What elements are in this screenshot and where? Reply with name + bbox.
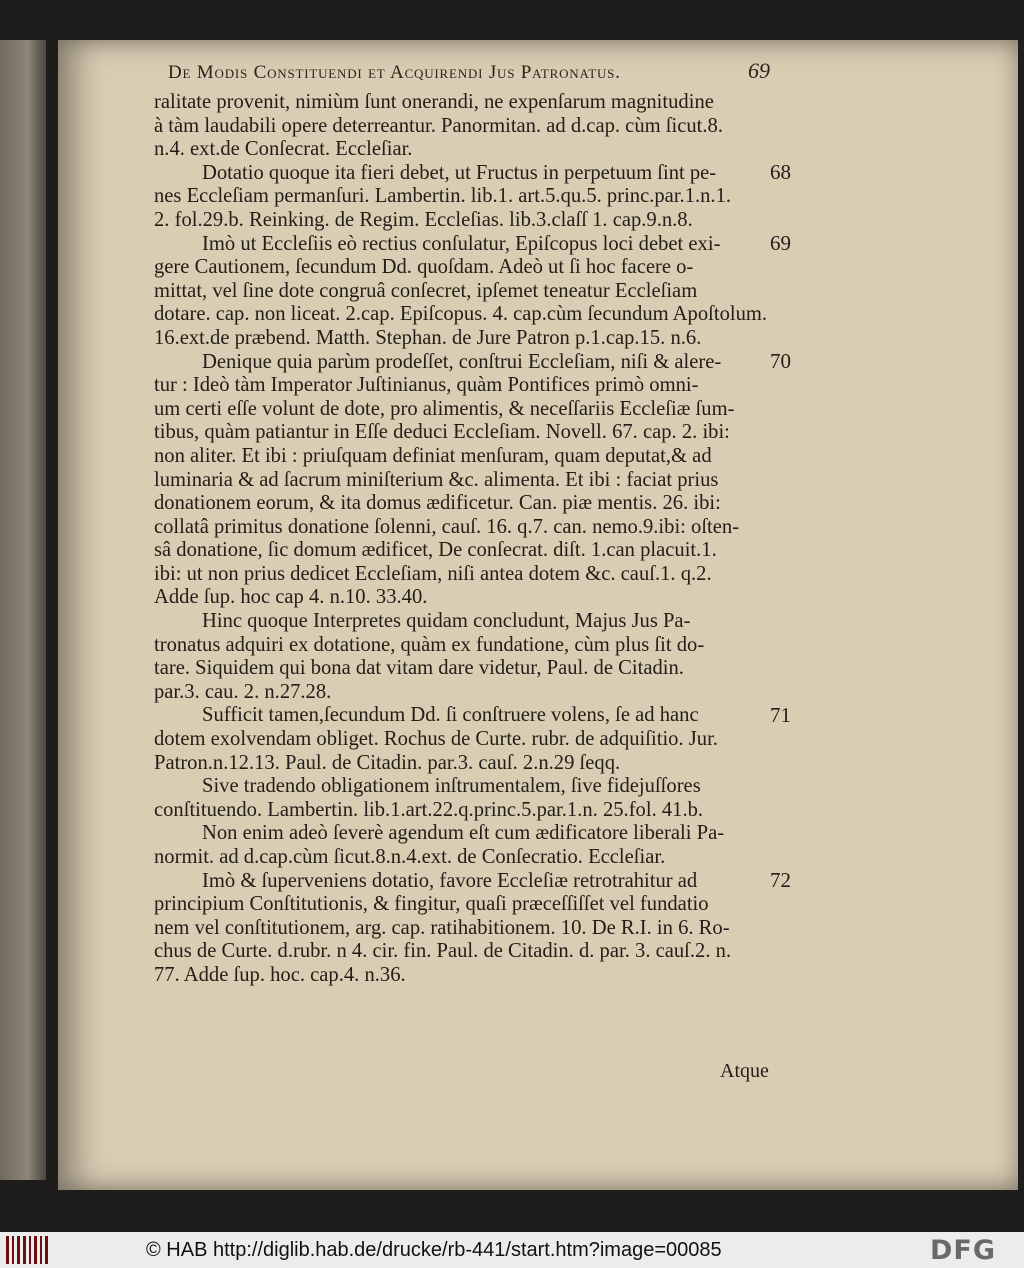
text-line: normit. ad d.cap.cùm ſicut.8.n.4.ext. de Conſecratio. Eccleſiar. bbox=[154, 846, 666, 868]
text-line: 16.ext.de præbend. Matth. Stephan. de Jure Patron p.1.cap.15. n.6. bbox=[154, 326, 702, 349]
text-line: Hinc quoque Interpretes quidam concludunt, Majus Jus Pa- bbox=[202, 610, 691, 633]
text-line: Imò ut Eccleſiis eò rectius conſulatur, Epiſcopus loci debet exi- bbox=[202, 232, 721, 255]
text-line: nem vel conſtitutionem, arg. cap. ratihabitionem. 10. De R.I. in 6. Ro- bbox=[154, 916, 730, 939]
text-line: Sufficit tamen,ſecundum Dd. ſi conſtruere volens, ſe ad hanc bbox=[202, 704, 699, 727]
text-line: sâ donatione, ſic domum ædificet, De conſecrat. diſt. 1.can placuit.1. bbox=[154, 539, 717, 562]
text-line: tibus, quàm patiantur in Eſſe deduci Eccleſiam. Novell. 67. cap. 2. ibi: bbox=[154, 421, 730, 444]
margin-paragraph-number: 71 bbox=[770, 702, 791, 727]
text-line: à tàm laudabili opere deterreantur. Panormitan. ad d.cap. cùm ſicut.8. bbox=[154, 114, 723, 137]
text-line: Non enim adeò ſeverè agendum eſt cum ædificatore liberali Pa- bbox=[202, 822, 725, 845]
text-line: mittat, vel ſine dote congruâ conſecret, ipſemet teneatur Eccleſiam bbox=[154, 279, 698, 302]
text-line: Adde ſup. hoc cap 4. n.10. 33.40. bbox=[154, 586, 428, 609]
text-line: Imò & ſuperveniens dotatio, favore Eccleſiæ retrotrahitur ad bbox=[202, 869, 698, 892]
text-line: donationem eorum, & ita domus ædificetur. Can. piæ mentis. 26. ibi: bbox=[154, 492, 721, 515]
margin-paragraph-number: 70 bbox=[770, 348, 791, 373]
text-line: Denique quia parùm prodeſſet, conſtrui Eccleſiam, niſi & alere- bbox=[202, 350, 722, 373]
margin-paragraph-number: 72 bbox=[770, 867, 791, 892]
running-head: De Modis Constituendi et Acquirendi Jus Patronatus. bbox=[168, 62, 621, 83]
margin-paragraph-number: 69 bbox=[770, 230, 791, 255]
text-line: ibi: ut non prius dedicet Eccleſiam, niſi antea dotem &c. cauſ.1. q.2. bbox=[154, 562, 712, 585]
text-line: nes Eccleſiam permanſuri. Lambertin. lib.1. art.5.qu.5. princ.par.1.n.1. bbox=[154, 185, 732, 208]
text-line: chus de Curte. d.rubr. n 4. cir. fin. Paul. de Citadin. d. par. 3. cauſ.2. n. bbox=[154, 940, 732, 963]
text-line: 77. Adde ſup. hoc. cap.4. n.36. bbox=[154, 963, 406, 986]
text-line: Sive tradendo obligationem inſtrumentalem, ſive fidejuſſores bbox=[202, 775, 701, 798]
text-line: principium Conſtitutionis, & fingitur, quaſi præceſſiſſet vel fundatio bbox=[154, 893, 709, 916]
dfg-logo: DFG bbox=[930, 1235, 997, 1266]
catchword: Atque bbox=[720, 1060, 769, 1082]
text-line: n.4. ext.de Conſecrat. Eccleſiar. bbox=[154, 138, 413, 161]
margin-paragraph-number: 68 bbox=[770, 159, 791, 184]
hab-logo-icon bbox=[6, 1236, 48, 1264]
text-line: tur : Ideò tàm Imperator Juſtinianus, quàm Pontifices primò omni- bbox=[154, 374, 699, 397]
text-line: dotem exolvendam obliget. Rochus de Curte. rubr. de adquiſitio. Jur. bbox=[154, 728, 718, 751]
text-line: tare. Siquidem qui bona dat vitam dare videtur, Paul. de Citadin. bbox=[154, 657, 684, 680]
copyright-link[interactable]: © HAB http://diglib.hab.de/drucke/rb-441/start.htm?image=00085 bbox=[146, 1239, 722, 1261]
text-line: ralitate provenit, nimiùm ſunt onerandi, ne expenſarum magnitudine bbox=[154, 91, 714, 113]
book-page bbox=[58, 40, 1018, 1190]
text-line: Patron.n.12.13. Paul. de Citadin. par.3. cauſ. 2.n.29 ſeqq. bbox=[154, 751, 621, 774]
text-line: gere Cautionem, ſecundum Dd. quoſdam. Adeò ut ſi hoc facere o- bbox=[154, 256, 694, 279]
footer-bar bbox=[0, 1232, 1024, 1268]
text-line: collatâ primitus donatione ſolenni, cauſ. 16. q.7. can. nemo.9.ibi: oſten- bbox=[154, 515, 740, 538]
text-line: luminaria & ad ſacrum miniſterium &c. alimenta. Et ibi : faciat prius bbox=[154, 468, 719, 491]
text-line: 2. fol.29.b. Reinking. de Regim. Eccleſias. lib.3.claſſ 1. cap.9.n.8. bbox=[154, 208, 693, 231]
text-line: conſtituendo. Lambertin. lib.1.art.22.q.princ.5.par.1.n. 25.fol. 41.b. bbox=[154, 798, 704, 821]
text-line: um certi eſſe volunt de dote, pro alimentis, & neceſſariis Eccleſiæ ſum- bbox=[154, 397, 735, 420]
body-text bbox=[154, 91, 854, 988]
previous-page-edge bbox=[0, 40, 46, 1180]
text-line: Dotatio quoque ita fieri debet, ut Fructus in perpetuum ſint pe- bbox=[202, 161, 717, 184]
text-line: non aliter. Et ibi : priuſquam definiat menſuram, quam deputat,& ad bbox=[154, 444, 712, 467]
text-line: dotare. cap. non liceat. 2.cap. Epiſcopus. 4. cap.cùm ſecundum Apoſtolum. bbox=[154, 303, 768, 326]
text-line: par.3. cau. 2. n.27.28. bbox=[154, 680, 332, 703]
text-line: tronatus adquiri ex dotatione, quàm ex fundatione, cùm plus ſit do- bbox=[154, 633, 705, 656]
page-number: 69 bbox=[748, 58, 770, 83]
